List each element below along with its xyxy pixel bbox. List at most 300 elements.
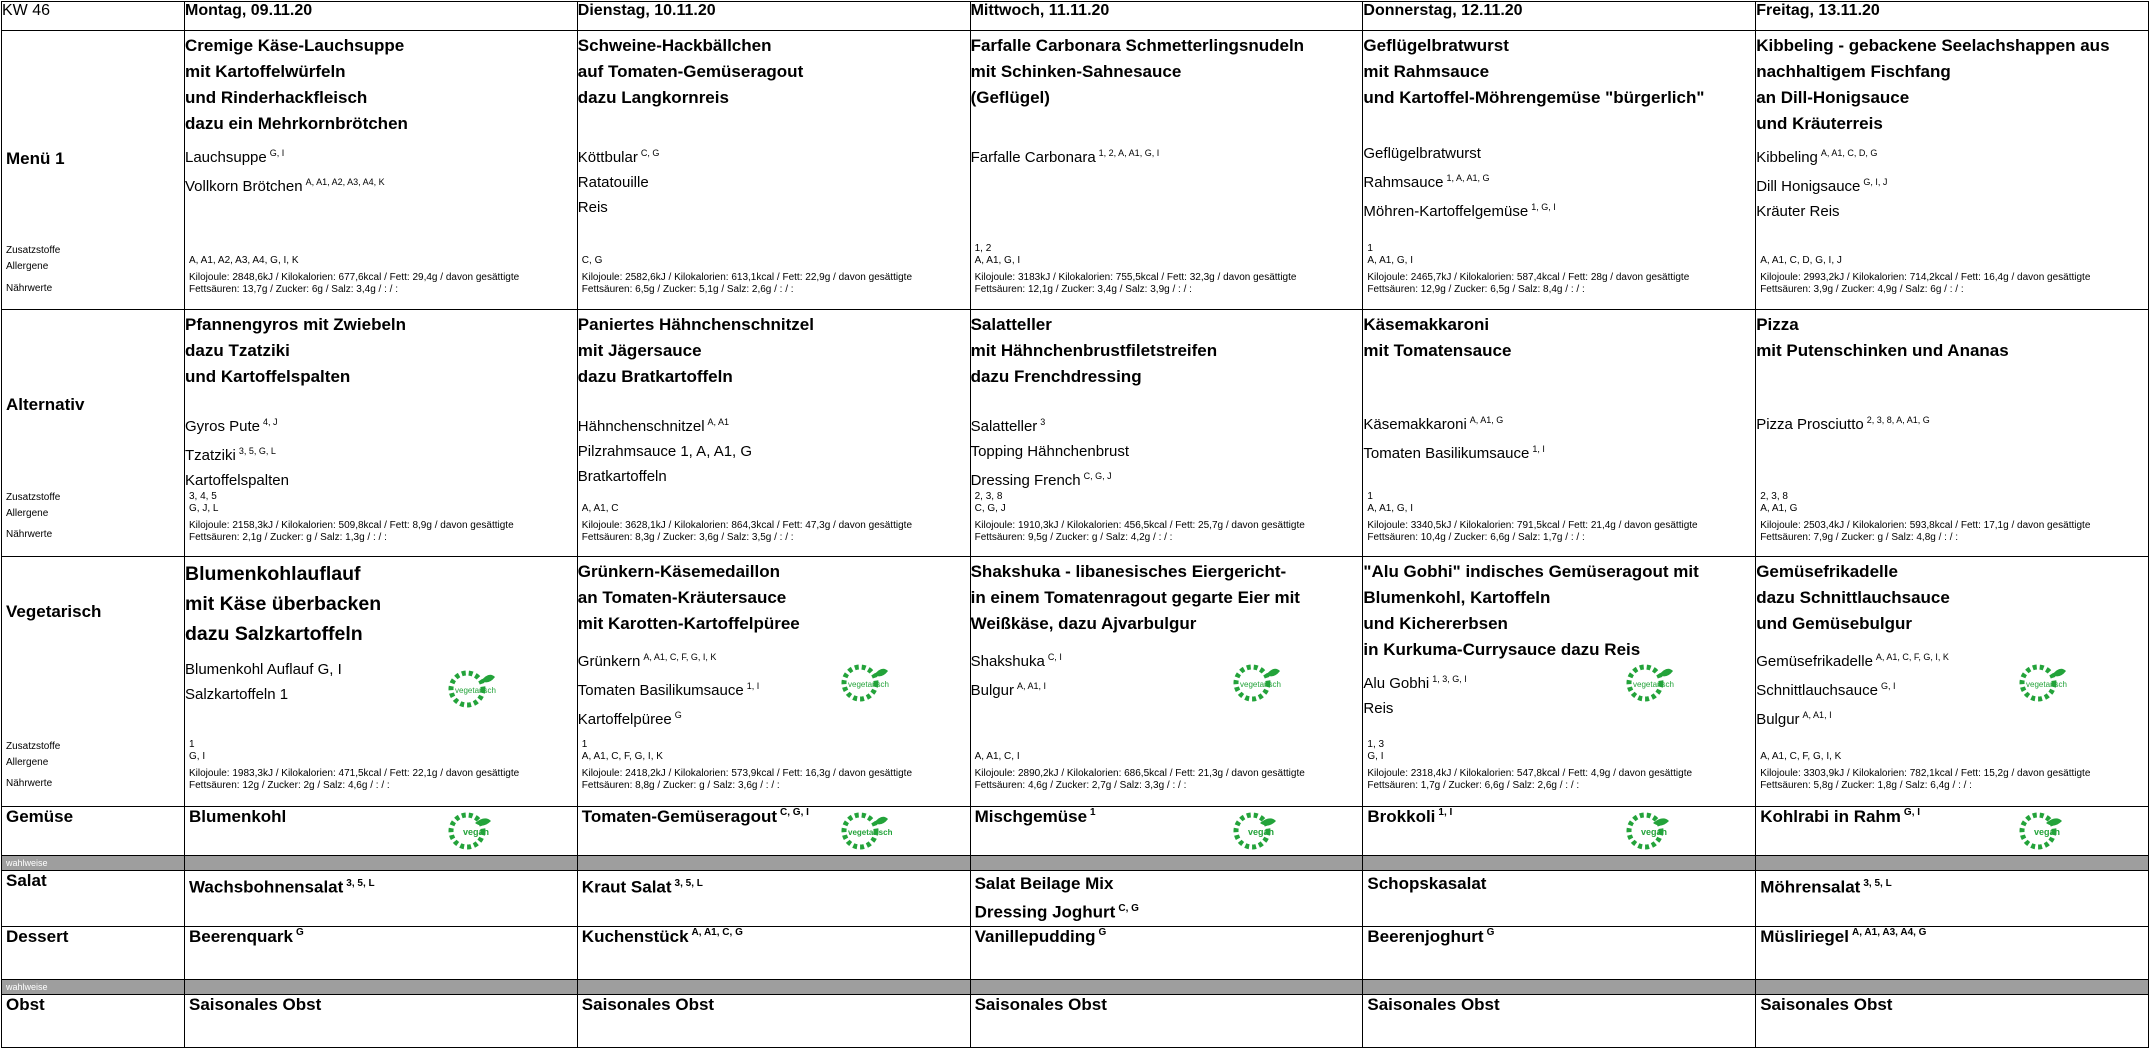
gemuese-name: Mischgemüse	[974, 807, 1088, 826]
component-list	[1756, 408, 2148, 437]
allergene-value: G, J, L	[189, 503, 219, 514]
component-item	[1363, 696, 1755, 721]
zusatzstoffe-label: Zusatzstoffe	[6, 741, 61, 752]
meal-title-line: und Kartoffelspalten	[185, 367, 351, 386]
vegetarisch-stamp-icon	[2018, 661, 2067, 701]
meal-title-line: Pfannengyros mit Zwiebeln	[185, 315, 407, 334]
vegetarisch-day-cell	[1363, 557, 1756, 807]
allergen-codes: C, I	[1047, 652, 1062, 662]
alternativ-label-cell	[2, 310, 185, 557]
component-name: Köttbular	[577, 149, 638, 166]
component-name: Lauchsuppe	[185, 149, 267, 166]
component-name: Ratatouille	[577, 174, 649, 191]
menu1-day-cell	[185, 31, 578, 310]
component-item	[1756, 674, 2148, 703]
component-list	[971, 645, 1363, 703]
allergen-codes: G	[295, 927, 304, 939]
component-item	[185, 141, 577, 170]
meal-title-line: dazu Schnittlauchsauce	[1756, 588, 1950, 607]
obst-cell: Saisonales Obst	[1756, 995, 2149, 1048]
component-name: Kibbeling	[1756, 149, 1818, 166]
meal-title	[578, 559, 970, 637]
meal-meta	[975, 491, 1359, 544]
component-list	[578, 141, 970, 220]
meal-title-line: mit Hähnchenbrustfiletstreifen	[970, 341, 1218, 360]
meal-title-line: dazu Bratkartoffeln	[577, 367, 733, 386]
component-item	[1363, 195, 1755, 224]
alternativ-day-cell	[185, 310, 578, 557]
meal-title-line: dazu Frenchdressing	[970, 367, 1142, 386]
allergen-codes: C, G	[1118, 903, 1139, 914]
naehrwerte-line: Kilojoule: 3340,5kJ / Kilokalorien: 791,5kcal / Fett: 21,4g / davon gesättigte	[1367, 520, 1698, 531]
menu1-day-cell	[1363, 31, 1756, 310]
naehrwerte-line: Kilojoule: 2582,6kJ / Kilokalorien: 613,1kcal / Fett: 22,9g / davon gesättigte	[581, 272, 913, 283]
component-name: Gemüsefrikadelle	[1756, 653, 1873, 670]
allergen-codes: 3, 5, L	[1863, 878, 1892, 889]
component-name: Dill Honigsauce	[1756, 178, 1861, 195]
zusatzstoffe-label: Zusatzstoffe	[6, 245, 61, 256]
vegetarisch-stamp-text: vegetarisch	[1240, 680, 1282, 689]
allergene-value: G, I	[189, 751, 206, 762]
meal-title-line: in Kurkuma-Currysauce dazu Reis	[1363, 640, 1641, 659]
day-header-friday: Freitag, 13.11.20	[1756, 2, 2149, 31]
dessert-cell	[1756, 927, 2149, 980]
vegan-stamp-icon	[1232, 809, 1275, 849]
naehrwerte-line: Fettsäuren: 7,9g / Zucker: g / Salz: 4,8g / : / :	[1760, 532, 1959, 543]
meal-title-line: mit Schinken-Sahnesauce	[970, 62, 1182, 81]
allergen-codes: C, G, J	[1083, 471, 1112, 481]
component-item	[1756, 645, 2148, 674]
meal-title-line: mit Rahmsauce	[1363, 62, 1490, 81]
allergene-value: A, A1, C, D, G, I, J	[1760, 255, 1842, 266]
meal-title-line: Schweine-Hackbällchen	[577, 36, 772, 55]
menu1-day-cell	[970, 31, 1363, 310]
meal-title-line: mit Käse überbacken	[185, 593, 382, 615]
naehrwerte-line: Kilojoule: 3183kJ / Kilokalorien: 755,5kcal / Fett: 32,3g / davon gesättigte	[974, 272, 1297, 283]
allergen-codes: G	[1098, 927, 1107, 939]
vegetarisch-stamp-text: vegetarisch	[847, 680, 889, 689]
menu1-day-cell	[577, 31, 970, 310]
meal-title-line: und Gemüsebulgur	[1756, 614, 1913, 633]
component-name: Kartoffelpüree	[577, 711, 672, 728]
menu1-row	[2, 31, 2149, 310]
alternativ-day-cell	[1363, 310, 1756, 557]
component-name: Hähnchenschnitzel	[577, 418, 705, 435]
salat-row	[2, 871, 2149, 927]
allergene-label: Allergene	[6, 508, 49, 519]
component-item	[578, 170, 970, 195]
naehrwerte-label: Nährwerte	[6, 283, 53, 294]
component-name: Dressing French	[970, 472, 1081, 489]
component-list	[1756, 141, 2148, 224]
allergen-codes: A, A1, A3, A4, G	[1852, 927, 1927, 939]
allergen-codes: 4, J	[263, 417, 278, 427]
component-item	[578, 674, 970, 703]
component-item	[1363, 141, 1755, 166]
meal-title-line: mit Karotten-Kartoffelpüree	[577, 614, 800, 633]
component-name: Käsemakkaroni	[1363, 416, 1467, 433]
menu1-day-cell	[1756, 31, 2149, 310]
meal-title	[185, 559, 577, 649]
allergen-codes: 1, A, A1, G	[1446, 173, 1490, 183]
naehrwerte-label: Nährwerte	[6, 778, 53, 789]
component-name: Farfalle Carbonara	[970, 149, 1096, 166]
vegetarisch-stamp-text: vegetarisch	[2025, 680, 2067, 689]
salat-cell	[1756, 871, 2149, 927]
allergen-codes: G, I	[1880, 681, 1896, 691]
wahlweise-label: wahlweise	[2, 980, 185, 995]
component-item	[971, 464, 1363, 493]
meal-title-line: "Alu Gobhi" indisches Gemüseragout mit	[1363, 562, 1699, 581]
component-name: Salatteller	[970, 418, 1038, 435]
component-item	[185, 410, 577, 439]
obst-cell: Saisonales Obst	[970, 995, 1363, 1048]
meal-title-line: dazu Tzatziki	[185, 341, 290, 360]
gemuese-cell	[1756, 807, 2149, 856]
gemuese-cell	[970, 807, 1363, 856]
meal-title-line: Pizza	[1756, 315, 1799, 334]
vegan-stamp-text: vegan	[462, 827, 489, 837]
naehrwerte-line: Fettsäuren: 9,5g / Zucker: g / Salz: 4,2g / : / :	[974, 532, 1173, 543]
menu1-label-cell	[2, 31, 185, 310]
component-name: Rahmsauce	[1363, 174, 1444, 191]
vegan-stamp-icon	[2018, 809, 2058, 849]
meal-title-line: Salatteller	[970, 315, 1052, 334]
dessert-name: Beerenjoghurt	[1367, 927, 1484, 946]
component-item	[1363, 667, 1755, 696]
dessert-row	[2, 927, 2149, 980]
dessert-label: Dessert	[2, 927, 185, 980]
meal-title	[1363, 33, 1755, 111]
vegan-stamp-icon	[1625, 809, 1668, 849]
meal-title-line: auf Tomaten-Gemüseragout	[577, 62, 804, 81]
component-item	[185, 468, 577, 493]
meal-title-line: Farfalle Carbonara Schmetterlingsnudeln	[970, 36, 1305, 55]
vegetarisch-stamp-icon	[1625, 661, 1675, 701]
naehrwerte-line: Fettsäuren: 12g / Zucker: 2g / Salz: 4,6g / : / :	[189, 780, 390, 791]
allergene-value: A, A1, G, I	[974, 255, 1021, 266]
naehrwerte-line: Fettsäuren: 6,5g / Zucker: 5,1g / Salz: 2,6g / : / :	[581, 284, 794, 295]
meal-title	[185, 33, 577, 137]
salat-cell	[1363, 871, 1756, 927]
component-item	[971, 439, 1363, 464]
salat-cell	[970, 871, 1363, 927]
component-item	[1756, 199, 2148, 224]
allergen-codes: G	[1486, 927, 1495, 939]
component-name: Tomaten Basilikumsauce	[1363, 445, 1530, 462]
dessert-name: Beerenquark	[189, 927, 293, 946]
zusatzstoffe-value	[1760, 243, 2144, 255]
component-name: Salzkartoffeln 1	[185, 686, 289, 703]
obst-cell: Saisonales Obst	[1363, 995, 1756, 1048]
meal-title-line: Kibbeling - gebackene Seelachshappen aus	[1756, 36, 2110, 55]
salat-line	[1760, 871, 2148, 900]
component-name: Blumenkohl Auflauf G, I	[185, 661, 342, 678]
zusatzstoffe-value: 1	[581, 739, 588, 750]
component-name: Bulgur	[1756, 711, 1800, 728]
zusatzstoffe-value: 1, 3	[1367, 739, 1385, 750]
vegan-stamp-text: vegan	[2033, 827, 2060, 837]
allergen-codes: 3	[1040, 417, 1046, 427]
meal-meta	[1760, 491, 2144, 544]
vegetarisch-row	[2, 557, 2149, 807]
allergen-codes: 3, 5, L	[346, 878, 375, 889]
naehrwerte-line: Kilojoule: 2890,2kJ / Kilokalorien: 686,5kcal / Fett: 21,3g / davon gesättigte	[974, 768, 1305, 779]
naehrwerte-line: Kilojoule: 2503,4kJ / Kilokalorien: 593,8kcal / Fett: 17,1g / davon gesättigte	[1760, 520, 2091, 531]
component-item	[1363, 408, 1755, 437]
component-item	[578, 464, 970, 489]
component-name: Bratkartoffeln	[577, 468, 667, 485]
day-header-thursday: Donnerstag, 12.11.20	[1363, 2, 1756, 31]
vegetarisch-stamp-text: vegetarisch	[847, 828, 892, 837]
meal-title-line: mit Putenschinken und Ananas	[1756, 341, 2009, 360]
dessert-name: Kuchenstück	[581, 927, 689, 946]
zusatzstoffe-value	[189, 243, 573, 255]
zusatzstoffe-value: 2, 3, 8	[974, 491, 1003, 502]
meal-title-line: dazu Salzkartoffeln	[185, 623, 363, 645]
allergen-codes: A, A1, C, F, G, I, K	[1875, 652, 1949, 662]
day-header-tuesday: Dienstag, 10.11.20	[577, 2, 970, 31]
salat-name: Wachsbohnensalat	[189, 877, 344, 897]
meal-title-line: Paniertes Hähnchenschnitzel	[577, 315, 814, 334]
component-item	[1756, 170, 2148, 199]
allergene-label: Allergene	[6, 261, 49, 272]
meal-title-line: mit Jägersauce	[577, 341, 702, 360]
vegetarisch-stamp-icon	[840, 809, 892, 849]
allergen-codes: G, I	[1903, 807, 1921, 819]
header-row	[2, 2, 2149, 31]
allergene-value: C, G, J	[974, 503, 1006, 514]
vegetarisch-day-cell	[577, 557, 970, 807]
allergen-codes: 1, I	[746, 681, 760, 691]
meal-meta	[582, 491, 966, 544]
gemuese-row	[2, 807, 2149, 856]
vegetarisch-stamp-icon	[840, 661, 889, 701]
obst-cell: Saisonales Obst	[577, 995, 970, 1048]
gemuese-cell	[1363, 807, 1756, 856]
meal-meta	[189, 243, 573, 296]
meal-title-line: und Kräuterreis	[1756, 114, 1883, 133]
allergene-label: Allergene	[6, 757, 49, 768]
naehrwerte-line: Kilojoule: 1910,3kJ / Kilokalorien: 456,5kcal / Fett: 25,7g / davon gesättigte	[974, 520, 1305, 531]
allergene-value: A, A1, G, I	[1367, 503, 1413, 514]
salat-dressing: Dressing Joghurt	[974, 902, 1116, 922]
meal-title	[1756, 559, 2148, 637]
component-item	[578, 703, 970, 732]
naehrwerte-line: Fettsäuren: 8,8g / Zucker: g / Salz: 3,6g / : / :	[581, 780, 780, 791]
alternativ-day-cell	[970, 310, 1363, 557]
component-item	[185, 439, 577, 468]
naehrwerte-line: Kilojoule: 1983,3kJ / Kilokalorien: 471,5kcal / Fett: 22,1g / davon gesättigte	[189, 768, 520, 779]
component-name: Alu Gobhi	[1363, 675, 1430, 692]
component-item	[1363, 166, 1755, 195]
allergen-codes: A, A1	[707, 417, 730, 427]
component-name: Kräuter Reis	[1756, 203, 1840, 220]
allergen-codes: A, A1, I	[1802, 710, 1832, 720]
meal-meta	[1367, 491, 1751, 544]
component-list	[185, 410, 577, 493]
allergen-codes: A, A1, C, F, G, I, K	[643, 652, 717, 662]
component-list	[578, 410, 970, 489]
meal-meta	[1367, 243, 1751, 296]
meal-title-line: (Geflügel)	[970, 88, 1050, 107]
vegetarisch-day-cell	[970, 557, 1363, 807]
vegetarisch-stamp-icon	[447, 667, 496, 707]
meal-title-line: und Rinderhackfleisch	[185, 88, 368, 107]
allergen-codes: 3, 5, G, L	[238, 446, 276, 456]
allergene-value: A, A1, C	[581, 503, 619, 514]
allergen-codes: A, A1, I	[1016, 681, 1046, 691]
naehrwerte-line: Kilojoule: 3628,1kJ / Kilokalorien: 864,3kcal / Fett: 47,3g / davon gesättigte	[581, 520, 913, 531]
component-item	[578, 439, 970, 464]
dessert-name: Vanillepudding	[974, 927, 1096, 946]
naehrwerte-line: Kilojoule: 2158,3kJ / Kilokalorien: 509,8kcal / Fett: 8,9g / davon gesättigte	[189, 520, 514, 531]
allergen-codes: C, G	[640, 148, 660, 158]
naehrwerte-line: Kilojoule: 2465,7kJ / Kilokalorien: 587,4kcal / Fett: 28g / davon gesättigte	[1367, 272, 1690, 283]
allergen-codes: 3, 5, L	[674, 878, 703, 889]
component-item	[185, 657, 577, 682]
day-header-wednesday: Mittwoch, 11.11.20	[970, 2, 1363, 31]
allergen-codes: A, A1, C, G	[691, 927, 743, 939]
component-name: Pizza Prosciutto	[1756, 416, 1864, 433]
salat-name: Schopskasalat	[1367, 874, 1487, 893]
gemuese-cell	[185, 807, 578, 856]
meal-meta	[189, 739, 573, 792]
component-list	[1363, 141, 1755, 224]
component-item	[1756, 703, 2148, 732]
component-name: Kartoffelspalten	[185, 472, 289, 489]
dessert-name: Müsliriegel	[1760, 927, 1849, 946]
alternativ-label: Alternativ	[6, 395, 85, 414]
component-name: Möhren-Kartoffelgemüse	[1363, 203, 1529, 220]
component-item	[971, 674, 1363, 703]
component-name: Tomaten Basilikumsauce	[577, 682, 744, 699]
component-item	[578, 195, 970, 220]
allergene-value: A, A1, G, I	[1367, 255, 1413, 266]
component-name: Tzatziki	[185, 447, 236, 464]
component-list	[185, 657, 577, 707]
allergen-codes: 1, I	[1438, 807, 1453, 819]
salat-name: Kraut Salat	[581, 877, 672, 897]
meal-title-line: und Kartoffel-Möhrengemüse "bürgerlich"	[1363, 88, 1705, 107]
allergen-codes: G, I	[269, 148, 285, 158]
gemuese-cell	[577, 807, 970, 856]
component-item	[1756, 141, 2148, 170]
menu1-label: Menü 1	[6, 149, 65, 168]
meal-meta	[1367, 739, 1751, 792]
meal-title-line: Blumenkohl, Kartoffeln	[1363, 588, 1551, 607]
naehrwerte-line: Kilojoule: 2318,4kJ / Kilokalorien: 547,8kcal / Fett: 4,9g / davon gesättigte	[1367, 768, 1693, 779]
allergene-value: A, A1, C, F, G, I, K	[1760, 751, 1842, 762]
menu-plan-table	[1, 1, 2149, 1048]
component-item	[1363, 437, 1755, 466]
vegetarisch-stamp-text: vegetarisch	[454, 686, 496, 695]
component-name: Gyros Pute	[185, 418, 261, 435]
allergene-value: C, G	[581, 255, 603, 266]
zusatzstoffe-value: 1, 2	[974, 243, 992, 254]
meal-title-line: Geflügelbratwurst	[1363, 36, 1509, 55]
zusatzstoffe-value	[582, 243, 966, 255]
component-name: Grünkern	[577, 653, 641, 670]
obst-label: Obst	[2, 995, 185, 1048]
component-list	[1363, 408, 1755, 466]
alternativ-day-cell	[1756, 310, 2149, 557]
meal-title	[578, 33, 970, 111]
naehrwerte-line: Fettsäuren: 12,1g / Zucker: 3,4g / Salz: 3,9g / : / :	[974, 284, 1192, 295]
salat-line	[1367, 871, 1755, 896]
salat-cell	[185, 871, 578, 927]
vegetarisch-stamp-text: vegetarisch	[1633, 680, 1675, 689]
meal-meta	[1760, 243, 2144, 296]
allergen-codes: A, A1, G	[1469, 415, 1504, 425]
meal-meta	[975, 243, 1359, 296]
allergene-value: G, I	[1367, 751, 1384, 762]
zusatzstoffe-value: 1	[1367, 491, 1373, 502]
meal-title	[971, 33, 1363, 111]
component-name: Schnittlauchsauce	[1756, 682, 1878, 699]
component-name: Vollkorn Brötchen	[185, 178, 303, 195]
component-list	[1756, 645, 2148, 732]
naehrwerte-line: Kilojoule: 2418,2kJ / Kilokalorien: 573,9kcal / Fett: 16,3g / davon gesättigte	[581, 768, 913, 779]
salat-label: Salat	[2, 871, 185, 927]
salat-cell	[577, 871, 970, 927]
naehrwerte-line: Fettsäuren: 4,6g / Zucker: 2,7g / Salz: 3,3g / : / :	[974, 780, 1187, 791]
salat-line	[975, 871, 1363, 896]
meal-title	[1756, 312, 2148, 364]
alternativ-row	[2, 310, 2149, 557]
allergen-codes: 1	[1090, 807, 1096, 819]
vegetarisch-label-cell	[2, 557, 185, 807]
allergene-value: A, A1, G	[1760, 503, 1798, 514]
gemuese-name: Brokkoli	[1367, 807, 1436, 826]
component-list	[578, 645, 970, 732]
meal-title-line: und Kichererbsen	[1363, 614, 1508, 633]
salat-line	[582, 871, 970, 900]
meal-title-line: Käsemakkaroni	[1363, 315, 1490, 334]
meal-title-line: Cremige Käse-Lauchsuppe	[185, 36, 405, 55]
meal-title-line: Grünkern-Käsemedaillon	[577, 562, 780, 581]
zusatzstoffe-value	[975, 739, 1359, 751]
allergen-codes: G	[674, 710, 682, 720]
dessert-cell	[577, 927, 970, 980]
meal-meta	[582, 243, 966, 296]
meal-title	[971, 312, 1363, 390]
component-name: Pilzrahmsauce 1, A, A1, G	[577, 443, 753, 460]
meal-title-line: an Dill-Honigsauce	[1756, 88, 1910, 107]
meal-meta	[975, 739, 1359, 792]
naehrwerte-line: Fettsäuren: 1,7g / Zucker: 6,6g / Salz: 2,6g / : / :	[1367, 780, 1580, 791]
naehrwerte-label: Nährwerte	[6, 529, 53, 540]
component-item	[1756, 408, 2148, 437]
alternativ-day-cell	[577, 310, 970, 557]
component-item	[971, 141, 1363, 170]
gemuese-name: Tomaten-Gemüseragout	[581, 807, 778, 826]
zusatzstoffe-value	[582, 491, 966, 503]
naehrwerte-line: Kilojoule: 2848,6kJ / Kilokalorien: 677,6kcal / Fett: 29,4g / davon gesättigte	[189, 272, 520, 283]
naehrwerte-line: Fettsäuren: 10,4g / Zucker: 6,6g / Salz: 1,7g / : / :	[1367, 532, 1585, 543]
vegan-stamp-text: vegan	[1641, 827, 1668, 837]
component-item	[971, 645, 1363, 674]
meal-title	[185, 312, 577, 390]
meal-title-line: nachhaltigem Fischfang	[1756, 62, 1951, 81]
meal-title	[578, 312, 970, 390]
vegetarisch-day-cell	[1756, 557, 2149, 807]
zusatzstoffe-value: 3, 4, 5	[189, 491, 217, 502]
naehrwerte-line: Fettsäuren: 12,9g / Zucker: 6,5g / Salz: 8,4g / : / :	[1367, 284, 1585, 295]
allergene-value: A, A1, C, F, G, I, K	[581, 751, 663, 762]
component-item	[185, 170, 577, 199]
component-name: Geflügelbratwurst	[1363, 145, 1481, 162]
